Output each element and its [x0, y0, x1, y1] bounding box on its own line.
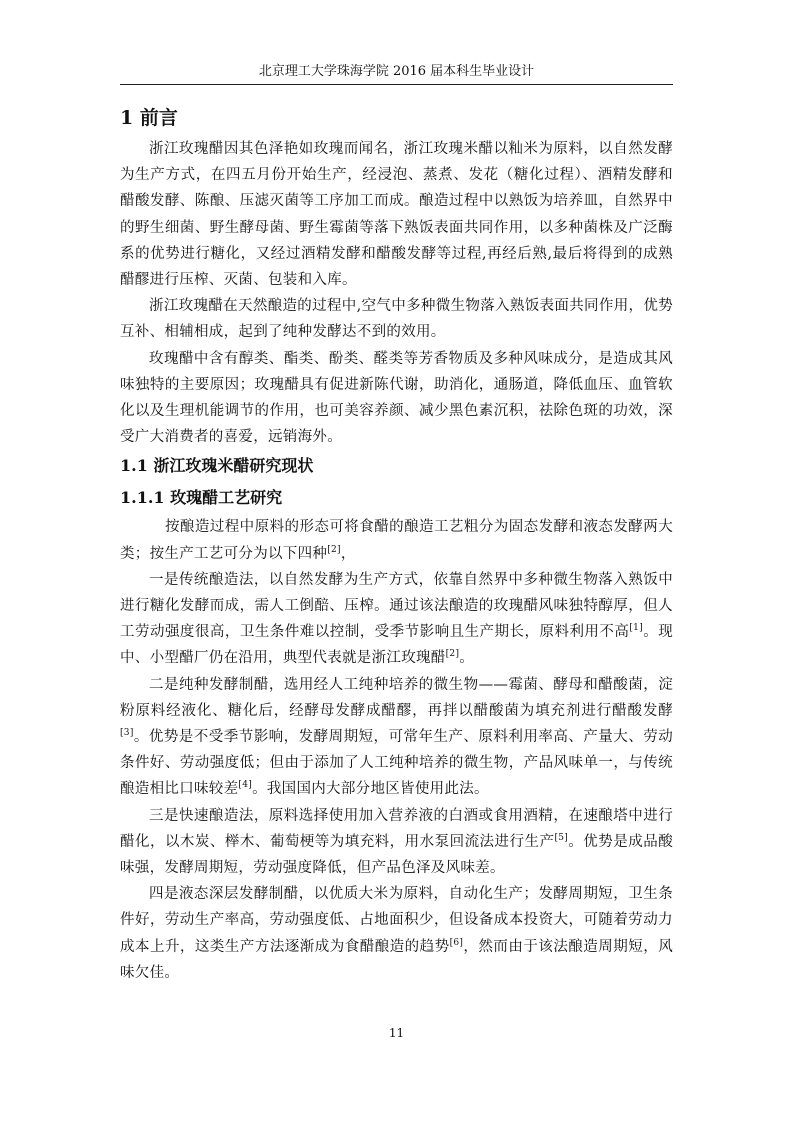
subsubsection-heading-process-research: 1.1.1 玫瑰醋工艺研究 [120, 488, 283, 508]
page-body [120, 100, 673, 986]
process-paragraph-pure-culture: 二是纯种发酵制醋，选用经人工纯种培养的微生物——霉菌、酵母和醋酸菌，淀粉原料经液化、糖化后，经酵母发酵成醋醪，再拌以醋酸菌为填充剂进行醋酸发酵[3]。优势是不受季节影响，发酵周期短，可常年生产、原料利用率高、产量大、劳动条件好、劳动强度低；但由于添加了人工纯种培养的微生物，产品风味单一，与传统酿造相比口味较差[4]。我国国内大部分地区皆使用此法。 [120, 676, 673, 798]
citation-ref: [2] [445, 649, 460, 660]
citation-ref: [6] [449, 937, 464, 948]
subsection-heading-research-status: 1.1 浙江玫瑰米醋研究现状 [120, 456, 314, 476]
citation-ref: [2] [327, 544, 341, 555]
process-paragraph-traditional: 一是传统酿造法，以自然发酵为生产方式，依靠自然界中多种微生物落入熟饭中进行糖化发酵而成，需人工倒醅、压榨。通过该法酿造的玫瑰醋风味独特醇厚，但人工劳动强度很高，卫生条件难以控制，受季节影响且生产期长，原料利用不高[1]。现中、小型醋厂仍在沿用，典型代表就是浙江玫瑰醋[2]。 [120, 571, 673, 667]
page-header: 北京理工大学珠海学院 2016 届本科生毕业设计 [120, 60, 673, 85]
intro-paragraph-3: 玫瑰醋中含有醇类、酯类、酚类、醛类等芳香物质及多种风味成分，是造成其风味独特的主要原因；玫瑰醋具有促进新陈代谢，助消化，通肠道，降低血压、血管软化以及生理机能调节的作用，也可美容养颜、减少黑色素沉积，祛除色斑的功效，深受广大消费者的喜爱，远销海外。 [120, 350, 673, 446]
process-paragraph-rapid: 三是快速酿造法，原料选择使用加入营养液的白酒或食用酒精，在速酿塔中进行醋化，以木炭、榉木、葡萄梗等为填充料，用水泵回流法进行生产[5]。优势是成品酸味强，发酵周期短，劳动强度降低，但产品色泽及风味差。 [120, 807, 673, 877]
page-number: 11 [388, 1026, 405, 1040]
section-heading-preface: 1 前言 [120, 107, 178, 129]
process-paragraph-intro: 按酿造过程中原料的形态可将食醋的酿造工艺粗分为固态发酵和液态发酵两大类；按生产工艺可分为以下四种[2]， [120, 519, 673, 562]
citation-ref: [3] [120, 728, 134, 739]
citation-ref: [1] [629, 623, 644, 634]
process-paragraph-submerged: 四是液态深层发酵制醋，以优质大米为原料，自动化生产；发酵周期短，卫生条件好，劳动生产率高，劳动强度低、占地面积少，但设备成本投资大，可随着劳动力成本上升，这类生产方法逐渐成为食醋酿造的趋势[6]，然而由于该法酿造周期短，风味欠佳。 [120, 886, 673, 981]
citation-ref: [4] [238, 780, 253, 791]
intro-paragraph-2: 浙江玫瑰醋在天然酿造的过程中,空气中多种微生物落入熟饭表面共同作用，优势互补、相辅相成，起到了纯种发酵达不到的效用。 [120, 298, 673, 341]
citation-ref: [5] [554, 833, 569, 844]
intro-paragraph-1: 浙江玫瑰醋因其色泽艳如玫瑰而闻名，浙江玫瑰米醋以籼米为原料，以自然发酵为生产方式，在四五月份开始生产，经浸泡、蒸煮、发花（糖化过程）、酒精发酵和醋酸发酵、陈酿、压滤灭菌等工序加工而成。酿造过程中以熟饭为培养皿，自然界中的野生细菌、野生酵母菌、野生霉菌等落下熟饭表面共同作用，以多种菌株及广泛酶系的优势进行糖化，又经过酒精发酵和醋酸发酵等过程,再经后熟,最后将得到的成熟醋醪进行压榨、灭菌、包装和入库。 [120, 141, 673, 289]
